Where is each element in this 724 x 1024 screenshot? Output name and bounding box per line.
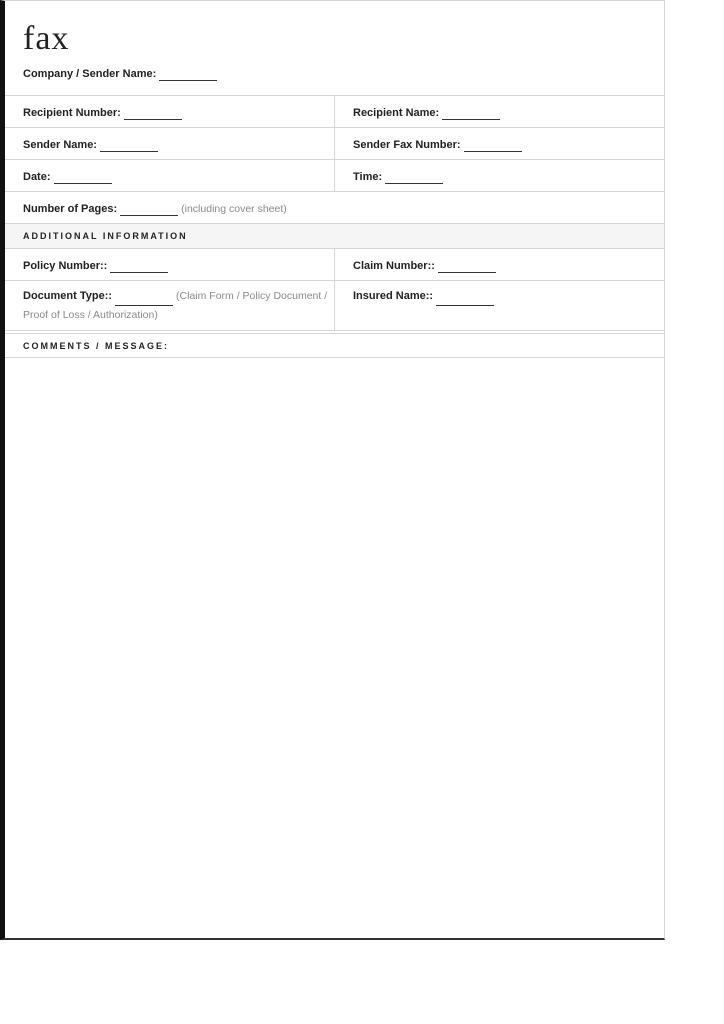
sender-row	[5, 128, 664, 160]
number-of-pages-blank[interactable]	[120, 203, 178, 216]
recipient-number-field	[5, 96, 334, 127]
document-type-label: Document Type::	[23, 290, 113, 302]
claim-number-field	[334, 249, 664, 280]
document-type-hint: (Claim Form / Policy Document / Proof of Loss / Authorization)	[23, 290, 328, 321]
time-field	[334, 160, 664, 191]
date-field	[5, 160, 334, 191]
company-sender-field	[23, 67, 217, 81]
pages-row	[5, 192, 664, 224]
recipient-number-label: Recipient Number:	[23, 107, 121, 119]
insured-name-field	[334, 281, 664, 330]
page-title: fax	[23, 20, 70, 57]
time-blank[interactable]	[385, 171, 443, 184]
pages-hint: (including cover sheet)	[181, 203, 287, 215]
claim-number-blank[interactable]	[438, 260, 496, 273]
recipient-row	[5, 96, 664, 128]
fax-header	[5, 1, 664, 96]
recipient-name-label: Recipient Name:	[353, 107, 440, 119]
insured-name-blank[interactable]	[436, 293, 494, 306]
additional-information-heading: ADDITIONAL INFORMATION	[5, 224, 664, 249]
recipient-name-blank[interactable]	[442, 107, 500, 120]
claim-number-label: Claim Number::	[353, 260, 435, 272]
comments-heading: COMMENTS / MESSAGE:	[5, 334, 664, 358]
sender-name-field	[5, 128, 334, 159]
insured-name-label: Insured Name::	[353, 290, 434, 302]
policy-number-field	[5, 249, 334, 280]
sender-name-label: Sender Name:	[23, 139, 97, 151]
date-time-row	[5, 160, 664, 192]
date-label: Date:	[23, 171, 51, 183]
policy-claim-row	[5, 249, 664, 281]
company-sender-label: Company / Sender Name:	[23, 68, 157, 80]
document-type-field	[5, 281, 334, 330]
date-blank[interactable]	[54, 171, 112, 184]
time-label: Time:	[353, 171, 383, 183]
number-of-pages-label: Number of Pages:	[23, 203, 118, 215]
recipient-number-blank[interactable]	[124, 107, 182, 120]
company-sender-blank[interactable]	[159, 68, 217, 81]
comments-message-area[interactable]	[5, 358, 664, 936]
policy-number-blank[interactable]	[110, 260, 168, 273]
recipient-name-field	[334, 96, 664, 127]
sender-fax-number-field	[334, 128, 664, 159]
sender-name-blank[interactable]	[100, 139, 158, 152]
document-type-blank[interactable]	[115, 293, 173, 306]
sender-fax-number-blank[interactable]	[464, 139, 522, 152]
number-of-pages-field	[5, 192, 664, 223]
document-insured-row	[5, 281, 664, 331]
sender-fax-number-label: Sender Fax Number:	[353, 139, 461, 151]
policy-number-label: Policy Number::	[23, 260, 108, 272]
